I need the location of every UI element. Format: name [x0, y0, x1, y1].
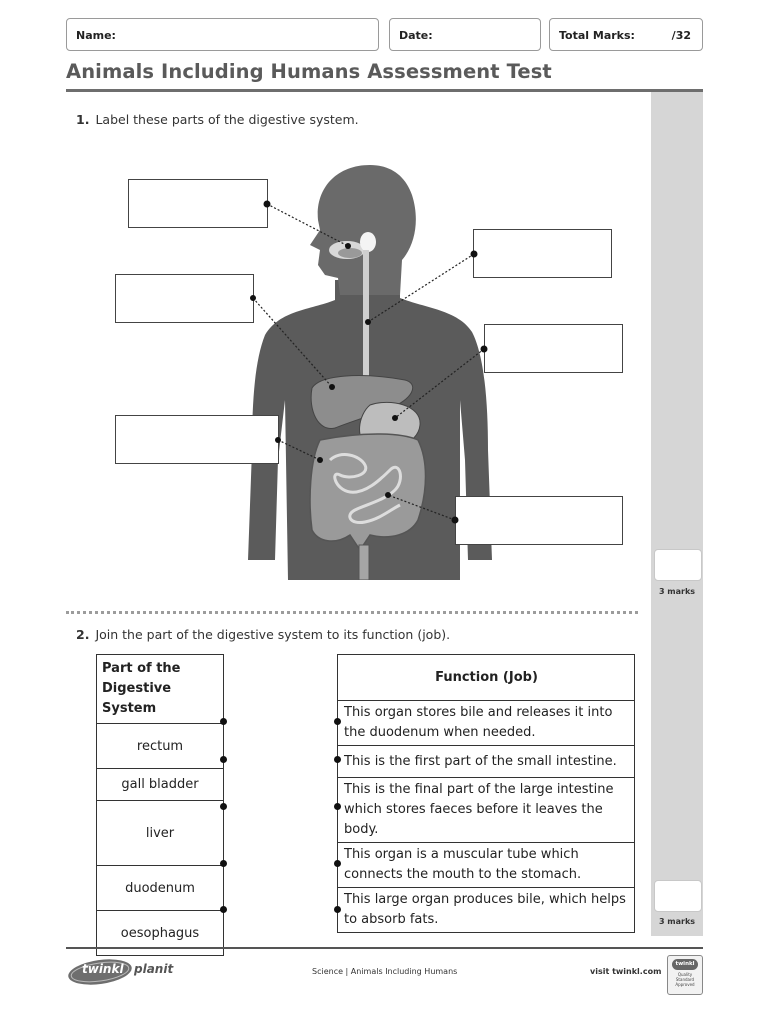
leader-line-5	[395, 349, 484, 418]
quality-badge-logo: twinkl	[672, 959, 698, 970]
part-cell: rectum	[97, 724, 224, 769]
part-dot-rectum[interactable]	[220, 718, 227, 725]
part-dot-gall-bladder[interactable]	[220, 756, 227, 763]
footer-subject: Science | Animals Including Humans	[312, 967, 458, 976]
footer-divider	[66, 947, 703, 949]
leader-dot	[452, 517, 459, 524]
question-1-number: 1.	[76, 112, 90, 127]
leader-dot	[392, 415, 398, 421]
total-marks-label: Total Marks:	[559, 29, 635, 42]
quality-badge-caption: Quality Standard Approved	[675, 972, 695, 987]
function-dot-3[interactable]	[334, 803, 341, 810]
q2-marks-label: 3 marks	[658, 917, 696, 926]
quality-badge	[667, 955, 703, 995]
date-label: Date:	[399, 29, 433, 42]
function-cell: This is the first part of the small intestine.	[338, 746, 635, 778]
question-1-text: Label these parts of the digestive system.	[95, 112, 359, 127]
q1-marks-label: 3 marks	[658, 587, 696, 596]
leader-dot	[365, 319, 371, 325]
parts-header-line1: Part of the	[102, 661, 181, 676]
parts-header	[97, 655, 224, 724]
function-cell: This large organ produces bile, which helps to absorb fats.	[338, 888, 635, 933]
leader-dot	[317, 457, 323, 463]
planit-text: planit	[134, 962, 174, 976]
function-cell: This organ stores bile and releases it into the duodenum when needed.	[338, 701, 635, 746]
footer-website: visit twinkl.com	[590, 967, 662, 976]
function-dot-4[interactable]	[334, 860, 341, 867]
leader-line-4	[368, 254, 474, 322]
leader-dot	[345, 243, 351, 249]
leader-line-3	[278, 440, 320, 460]
functions-table	[337, 654, 635, 933]
leader-line-2	[253, 298, 332, 387]
question-2-number: 2.	[76, 627, 90, 642]
parts-table	[96, 654, 224, 956]
total-marks-value: /32	[671, 29, 691, 42]
function-dot-5[interactable]	[334, 906, 341, 913]
section-divider	[66, 611, 638, 614]
leader-line-1	[267, 204, 348, 246]
function-dot-1[interactable]	[334, 718, 341, 725]
part-cell: liver	[97, 801, 224, 866]
function-cell: This organ is a muscular tube which connects the mouth to the stomach.	[338, 843, 635, 888]
part-cell: duodenum	[97, 866, 224, 911]
function-cell: This is the final part of the large intestine which stores faeces before it leaves the body.	[338, 778, 635, 843]
parts-header-line2: Digestive System	[102, 681, 172, 716]
name-label: Name:	[76, 29, 116, 42]
question-2-text: Join the part of the digestive system to its function (job).	[95, 627, 451, 642]
part-dot-duodenum[interactable]	[220, 860, 227, 867]
part-dot-liver[interactable]	[220, 803, 227, 810]
leader-dot	[481, 346, 488, 353]
leader-dot	[275, 437, 281, 443]
part-cell: oesophagus	[97, 911, 224, 956]
part-cell: gall bladder	[97, 769, 224, 801]
twinkl-logo-text: twinkl	[82, 962, 124, 976]
leader-dot	[250, 295, 256, 301]
leader-line-6	[388, 495, 455, 520]
page-title: Animals Including Humans Assessment Test	[66, 60, 552, 83]
functions-header: Function (Job)	[338, 655, 635, 701]
leader-dot	[264, 201, 271, 208]
question-2	[76, 627, 450, 642]
part-dot-oesophagus[interactable]	[220, 906, 227, 913]
leader-dot	[385, 492, 391, 498]
leader-dot	[329, 384, 335, 390]
leader-dot	[471, 251, 478, 258]
function-dot-2[interactable]	[334, 756, 341, 763]
